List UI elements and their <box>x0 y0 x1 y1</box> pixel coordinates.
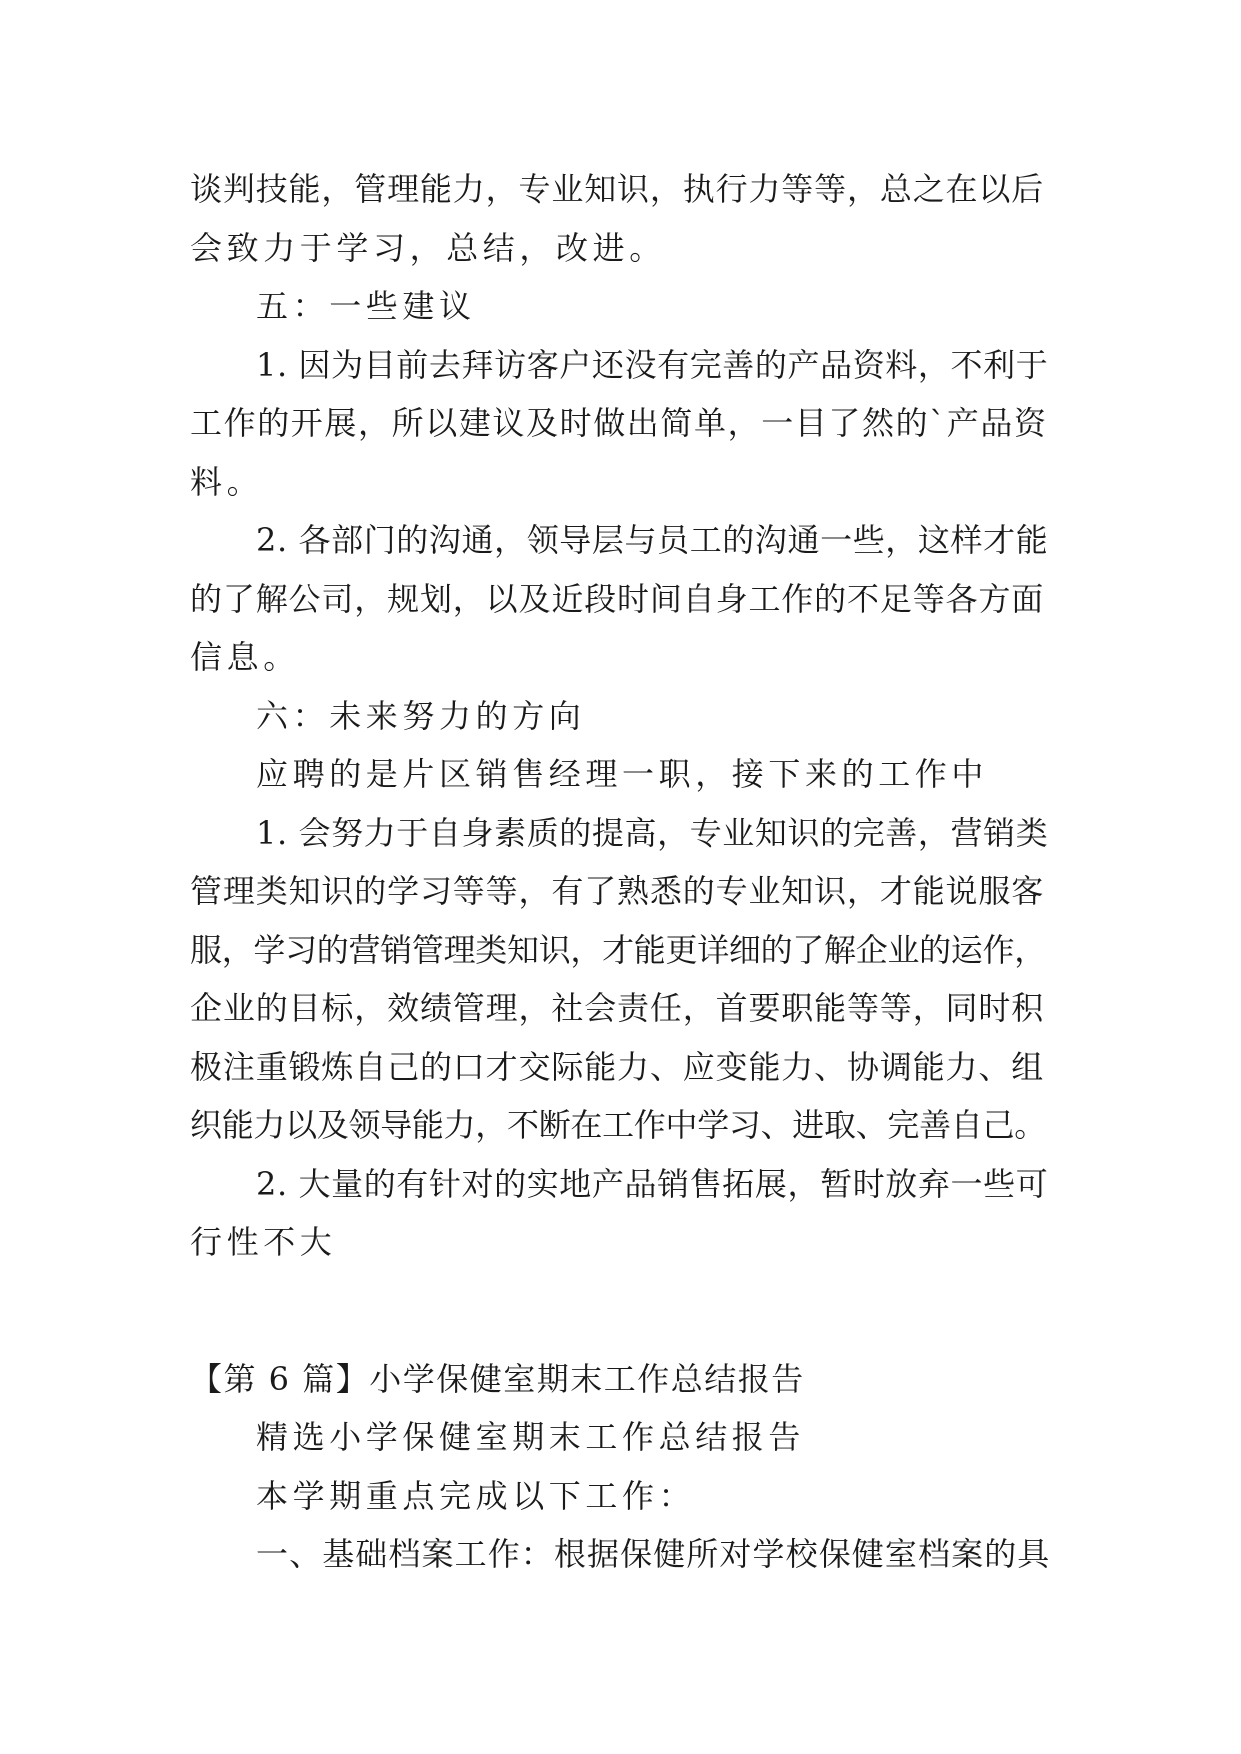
paragraph-line: 本学期重点完成以下工作： <box>256 1476 696 1515</box>
paragraph-line: 企业的目标，效绩管理，社会责任，首要职能等等，同时积 <box>190 989 1045 1027</box>
paragraph-line: 服，学习的营销管理类知识，才能更详细的了解企业的运作， <box>190 930 1046 969</box>
paragraph-line: 1. 因为目前去拜访客户还没有完善的产品资料，不利于 <box>256 345 1049 384</box>
section-heading-five: 五：一些建议 <box>256 287 476 325</box>
article-heading: 【第 6 篇】小学保健室期末工作总结报告 <box>190 1359 805 1398</box>
section-gap <box>190 1272 1050 1350</box>
paragraph-line: 织能力以及领导能力，不断在工作中学习、进取、完善自己。 <box>190 1106 1046 1144</box>
paragraph-line: 工作的开展，所以建议及时做出简单，一目了然的`产品资 <box>190 404 1048 442</box>
paragraph-line: 料。 <box>190 462 264 501</box>
paragraph-line: 行性不大 <box>190 1223 337 1261</box>
paragraph-line: 2. 各部门的沟通，领导层与员工的沟通一些，这样才能 <box>256 521 1049 559</box>
article-subtitle: 精选小学保健室期末工作总结报告 <box>256 1418 806 1456</box>
section-heading-six: 六：未来努力的方向 <box>256 696 586 735</box>
paragraph-line: 极注重锻炼自己的口才交际能力、应变能力、协调能力、组 <box>190 1047 1045 1086</box>
paragraph-line: 管理类知识的学习等等，有了熟悉的专业知识，才能说服客 <box>190 872 1045 910</box>
paragraph-line: 谈判技能，管理能力，专业知识，执行力等等，总之在以后 <box>190 170 1045 208</box>
paragraph-line: 信息。 <box>190 638 300 676</box>
paragraph-line: 的了解公司，规划，以及近段时间自身工作的不足等各方面 <box>190 579 1045 618</box>
document-body <box>190 160 1050 1584</box>
paragraph-line: 1. 会努力于自身素质的提高，专业知识的完善，营销类 <box>256 813 1049 852</box>
paragraph-line: 会致力于学习，总结，改进。 <box>190 228 666 267</box>
paragraph-line: 2. 大量的有针对的实地产品销售拓展，暂时放弃一些可 <box>256 1164 1049 1203</box>
paragraph-line: 一、基础档案工作：根据保健所对学校保健室档案的具 <box>256 1535 1051 1573</box>
paragraph-line: 应聘的是片区销售经理一职，接下来的工作中 <box>256 755 989 793</box>
